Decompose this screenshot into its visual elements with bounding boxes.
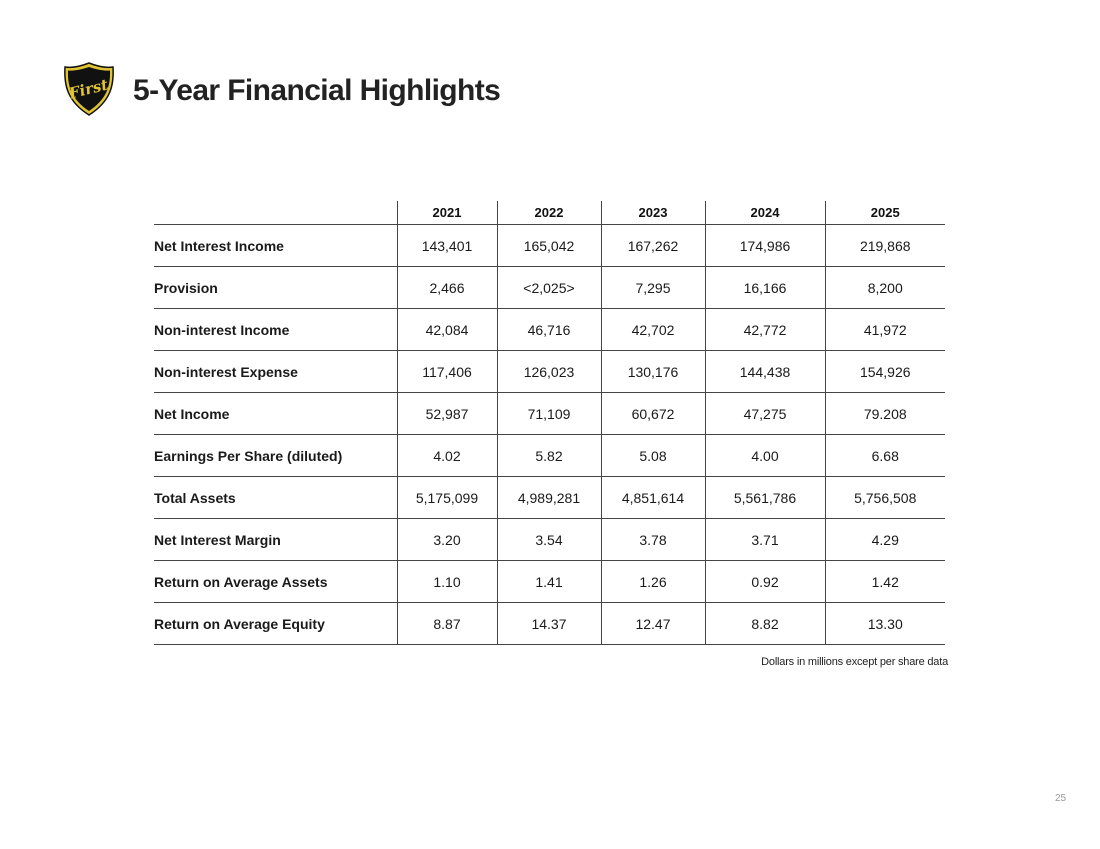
table-row bbox=[154, 435, 945, 477]
table-cell: 167,262 bbox=[601, 225, 705, 267]
row-label: Non-interest Expense bbox=[154, 351, 397, 393]
row-label: Provision bbox=[154, 267, 397, 309]
table-cell: 130,176 bbox=[601, 351, 705, 393]
table-cell: 165,042 bbox=[497, 225, 601, 267]
table-cell: 1.41 bbox=[497, 561, 601, 603]
row-label: Return on Average Assets bbox=[154, 561, 397, 603]
page-number: 25 bbox=[1055, 793, 1067, 804]
table-cell: 5,756,508 bbox=[825, 477, 945, 519]
table-cell: 16,166 bbox=[705, 267, 825, 309]
column-header-2023: 2023 bbox=[601, 201, 705, 225]
table-cell: 46,716 bbox=[497, 309, 601, 351]
financial-highlights-table bbox=[154, 201, 945, 645]
table-cell: 144,438 bbox=[705, 351, 825, 393]
row-label: Total Assets bbox=[154, 477, 397, 519]
table-cell: 14.37 bbox=[497, 603, 601, 645]
company-logo bbox=[63, 61, 115, 117]
column-header-2024: 2024 bbox=[705, 201, 825, 225]
table-cell: 71,109 bbox=[497, 393, 601, 435]
table-row bbox=[154, 519, 945, 561]
table-cell: 3.20 bbox=[397, 519, 497, 561]
table-cell: 5.08 bbox=[601, 435, 705, 477]
column-header-2021: 2021 bbox=[397, 201, 497, 225]
table-cell: 41,972 bbox=[825, 309, 945, 351]
table-cell: 79.208 bbox=[825, 393, 945, 435]
table-cell: 42,702 bbox=[601, 309, 705, 351]
table-cell: 8.82 bbox=[705, 603, 825, 645]
table-cell: 4.02 bbox=[397, 435, 497, 477]
table-cell: 1.10 bbox=[397, 561, 497, 603]
table-cell: 60,672 bbox=[601, 393, 705, 435]
table-cell: 174,986 bbox=[705, 225, 825, 267]
table-cell: 6.68 bbox=[825, 435, 945, 477]
column-header-2025: 2025 bbox=[825, 201, 945, 225]
table-cell: 3.71 bbox=[705, 519, 825, 561]
table-cell: 143,401 bbox=[397, 225, 497, 267]
row-label: Net Interest Income bbox=[154, 225, 397, 267]
row-label: Net Income bbox=[154, 393, 397, 435]
table-cell: 4.29 bbox=[825, 519, 945, 561]
table-cell: 117,406 bbox=[397, 351, 497, 393]
table-cell: 4.00 bbox=[705, 435, 825, 477]
table-cell: 0.92 bbox=[705, 561, 825, 603]
column-header-label bbox=[154, 201, 397, 225]
table-cell: 126,023 bbox=[497, 351, 601, 393]
table-cell: 154,926 bbox=[825, 351, 945, 393]
table-cell: <2,025> bbox=[497, 267, 601, 309]
row-label: Return on Average Equity bbox=[154, 603, 397, 645]
table-row bbox=[154, 309, 945, 351]
table-row bbox=[154, 477, 945, 519]
table-cell: 8.87 bbox=[397, 603, 497, 645]
table-cell: 13.30 bbox=[825, 603, 945, 645]
table-cell: 12.47 bbox=[601, 603, 705, 645]
table-cell: 4,851,614 bbox=[601, 477, 705, 519]
table-row bbox=[154, 225, 945, 267]
table-row bbox=[154, 267, 945, 309]
table-cell: 7,295 bbox=[601, 267, 705, 309]
table-cell: 5.82 bbox=[497, 435, 601, 477]
table-cell: 5,175,099 bbox=[397, 477, 497, 519]
table-cell: 4,989,281 bbox=[497, 477, 601, 519]
column-header-2022: 2022 bbox=[497, 201, 601, 225]
row-label: Net Interest Margin bbox=[154, 519, 397, 561]
table-row bbox=[154, 603, 945, 645]
table-cell: 1.42 bbox=[825, 561, 945, 603]
row-label: Earnings Per Share (diluted) bbox=[154, 435, 397, 477]
table-cell: 3.78 bbox=[601, 519, 705, 561]
table-row bbox=[154, 393, 945, 435]
page-title: 5-Year Financial Highlights bbox=[133, 74, 501, 107]
table-row bbox=[154, 561, 945, 603]
table-row bbox=[154, 351, 945, 393]
table-cell: 1.26 bbox=[601, 561, 705, 603]
table-cell: 5,561,786 bbox=[705, 477, 825, 519]
table-cell: 42,084 bbox=[397, 309, 497, 351]
table-cell: 2,466 bbox=[397, 267, 497, 309]
table-cell: 52,987 bbox=[397, 393, 497, 435]
row-label: Non-interest Income bbox=[154, 309, 397, 351]
footnote: Dollars in millions except per share data bbox=[761, 656, 948, 668]
logo-text: First bbox=[67, 75, 110, 103]
table-cell: 42,772 bbox=[705, 309, 825, 351]
table-cell: 219,868 bbox=[825, 225, 945, 267]
header-row bbox=[154, 201, 945, 225]
table-cell: 8,200 bbox=[825, 267, 945, 309]
table-cell: 47,275 bbox=[705, 393, 825, 435]
table-cell: 3.54 bbox=[497, 519, 601, 561]
